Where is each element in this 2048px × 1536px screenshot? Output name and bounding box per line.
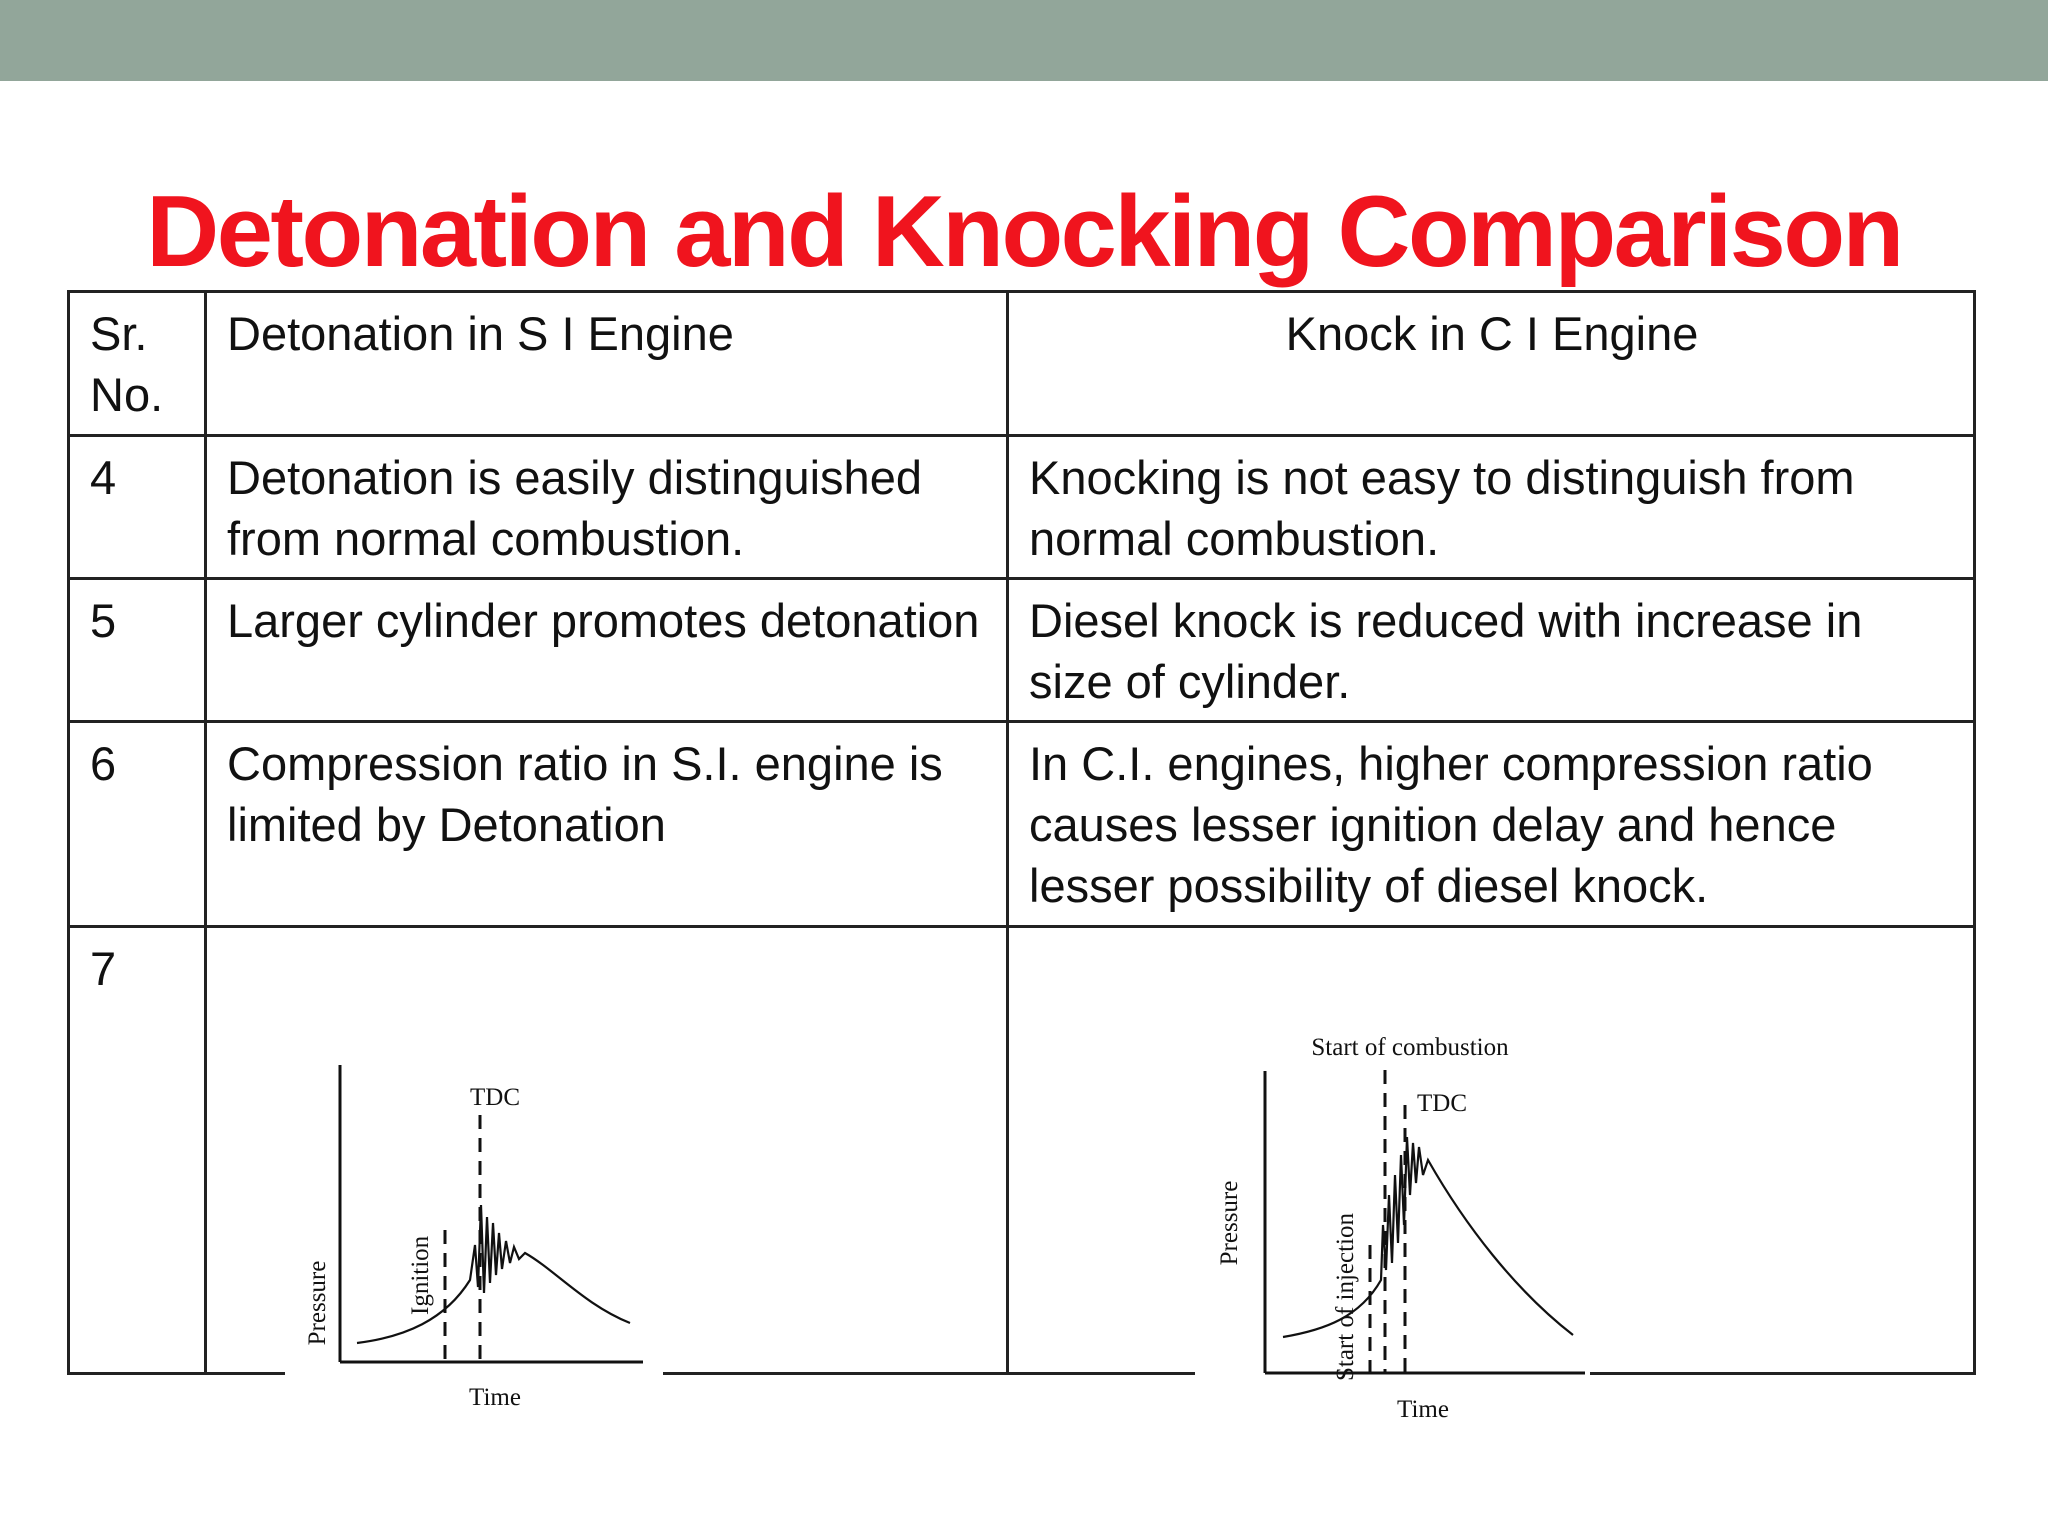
ci-pressure-curve: [1283, 1137, 1573, 1337]
si-x-axis-label: Time: [469, 1384, 521, 1411]
ci-combustion-label: Start of combustion: [1311, 1034, 1509, 1061]
ci-pressure-time-graph: [1195, 1025, 1590, 1425]
header-ci-engine: Knock in C I Engine: [1008, 292, 1975, 436]
si-ignition-label: Ignition: [407, 1235, 434, 1315]
ci-x-axis-label: Time: [1397, 1396, 1449, 1423]
row-ci-text: Diesel knock is reduced with increase in size of cylinder.: [1008, 579, 1975, 722]
row-ci-text: In C.I. engines, higher compression ratio causes lesser ignition delay and hence lesser possibility of diesel knock.: [1008, 722, 1975, 927]
si-y-axis-label: Pressure: [304, 1260, 331, 1346]
si-pressure-time-graph: [285, 1055, 663, 1417]
table-row: [69, 722, 1975, 927]
si-pressure-curve: [357, 1205, 630, 1343]
row-si-text: Compression ratio in S.I. engine is limited by Detonation: [206, 722, 1008, 927]
row-si-text: Detonation is easily distinguished from normal combustion.: [206, 436, 1008, 579]
slide-top-bar: [0, 0, 2048, 81]
table-header-row: [69, 292, 1975, 436]
slide-title: Detonation and Knocking Comparison: [146, 176, 1902, 288]
row-sr-no: 7: [69, 927, 206, 1374]
row-sr-no: 6: [69, 722, 206, 927]
si-tdc-label: TDC: [470, 1084, 520, 1111]
row-ci-text: Knocking is not easy to distinguish from normal combustion.: [1008, 436, 1975, 579]
table-row: [69, 436, 1975, 579]
header-sr-no: Sr. No.: [69, 292, 206, 436]
header-si-engine: Detonation in S I Engine: [206, 292, 1008, 436]
ci-y-axis-label: Pressure: [1216, 1180, 1243, 1266]
table-row: [69, 579, 1975, 722]
ci-injection-label: Start of injection: [1332, 1212, 1359, 1382]
si-graph-svg: [285, 1055, 663, 1417]
ci-graph-svg: [1195, 1025, 1590, 1425]
row-sr-no: 4: [69, 436, 206, 579]
ci-tdc-label: TDC: [1417, 1090, 1467, 1117]
row-sr-no: 5: [69, 579, 206, 722]
row-si-text: Larger cylinder promotes detonation: [206, 579, 1008, 722]
